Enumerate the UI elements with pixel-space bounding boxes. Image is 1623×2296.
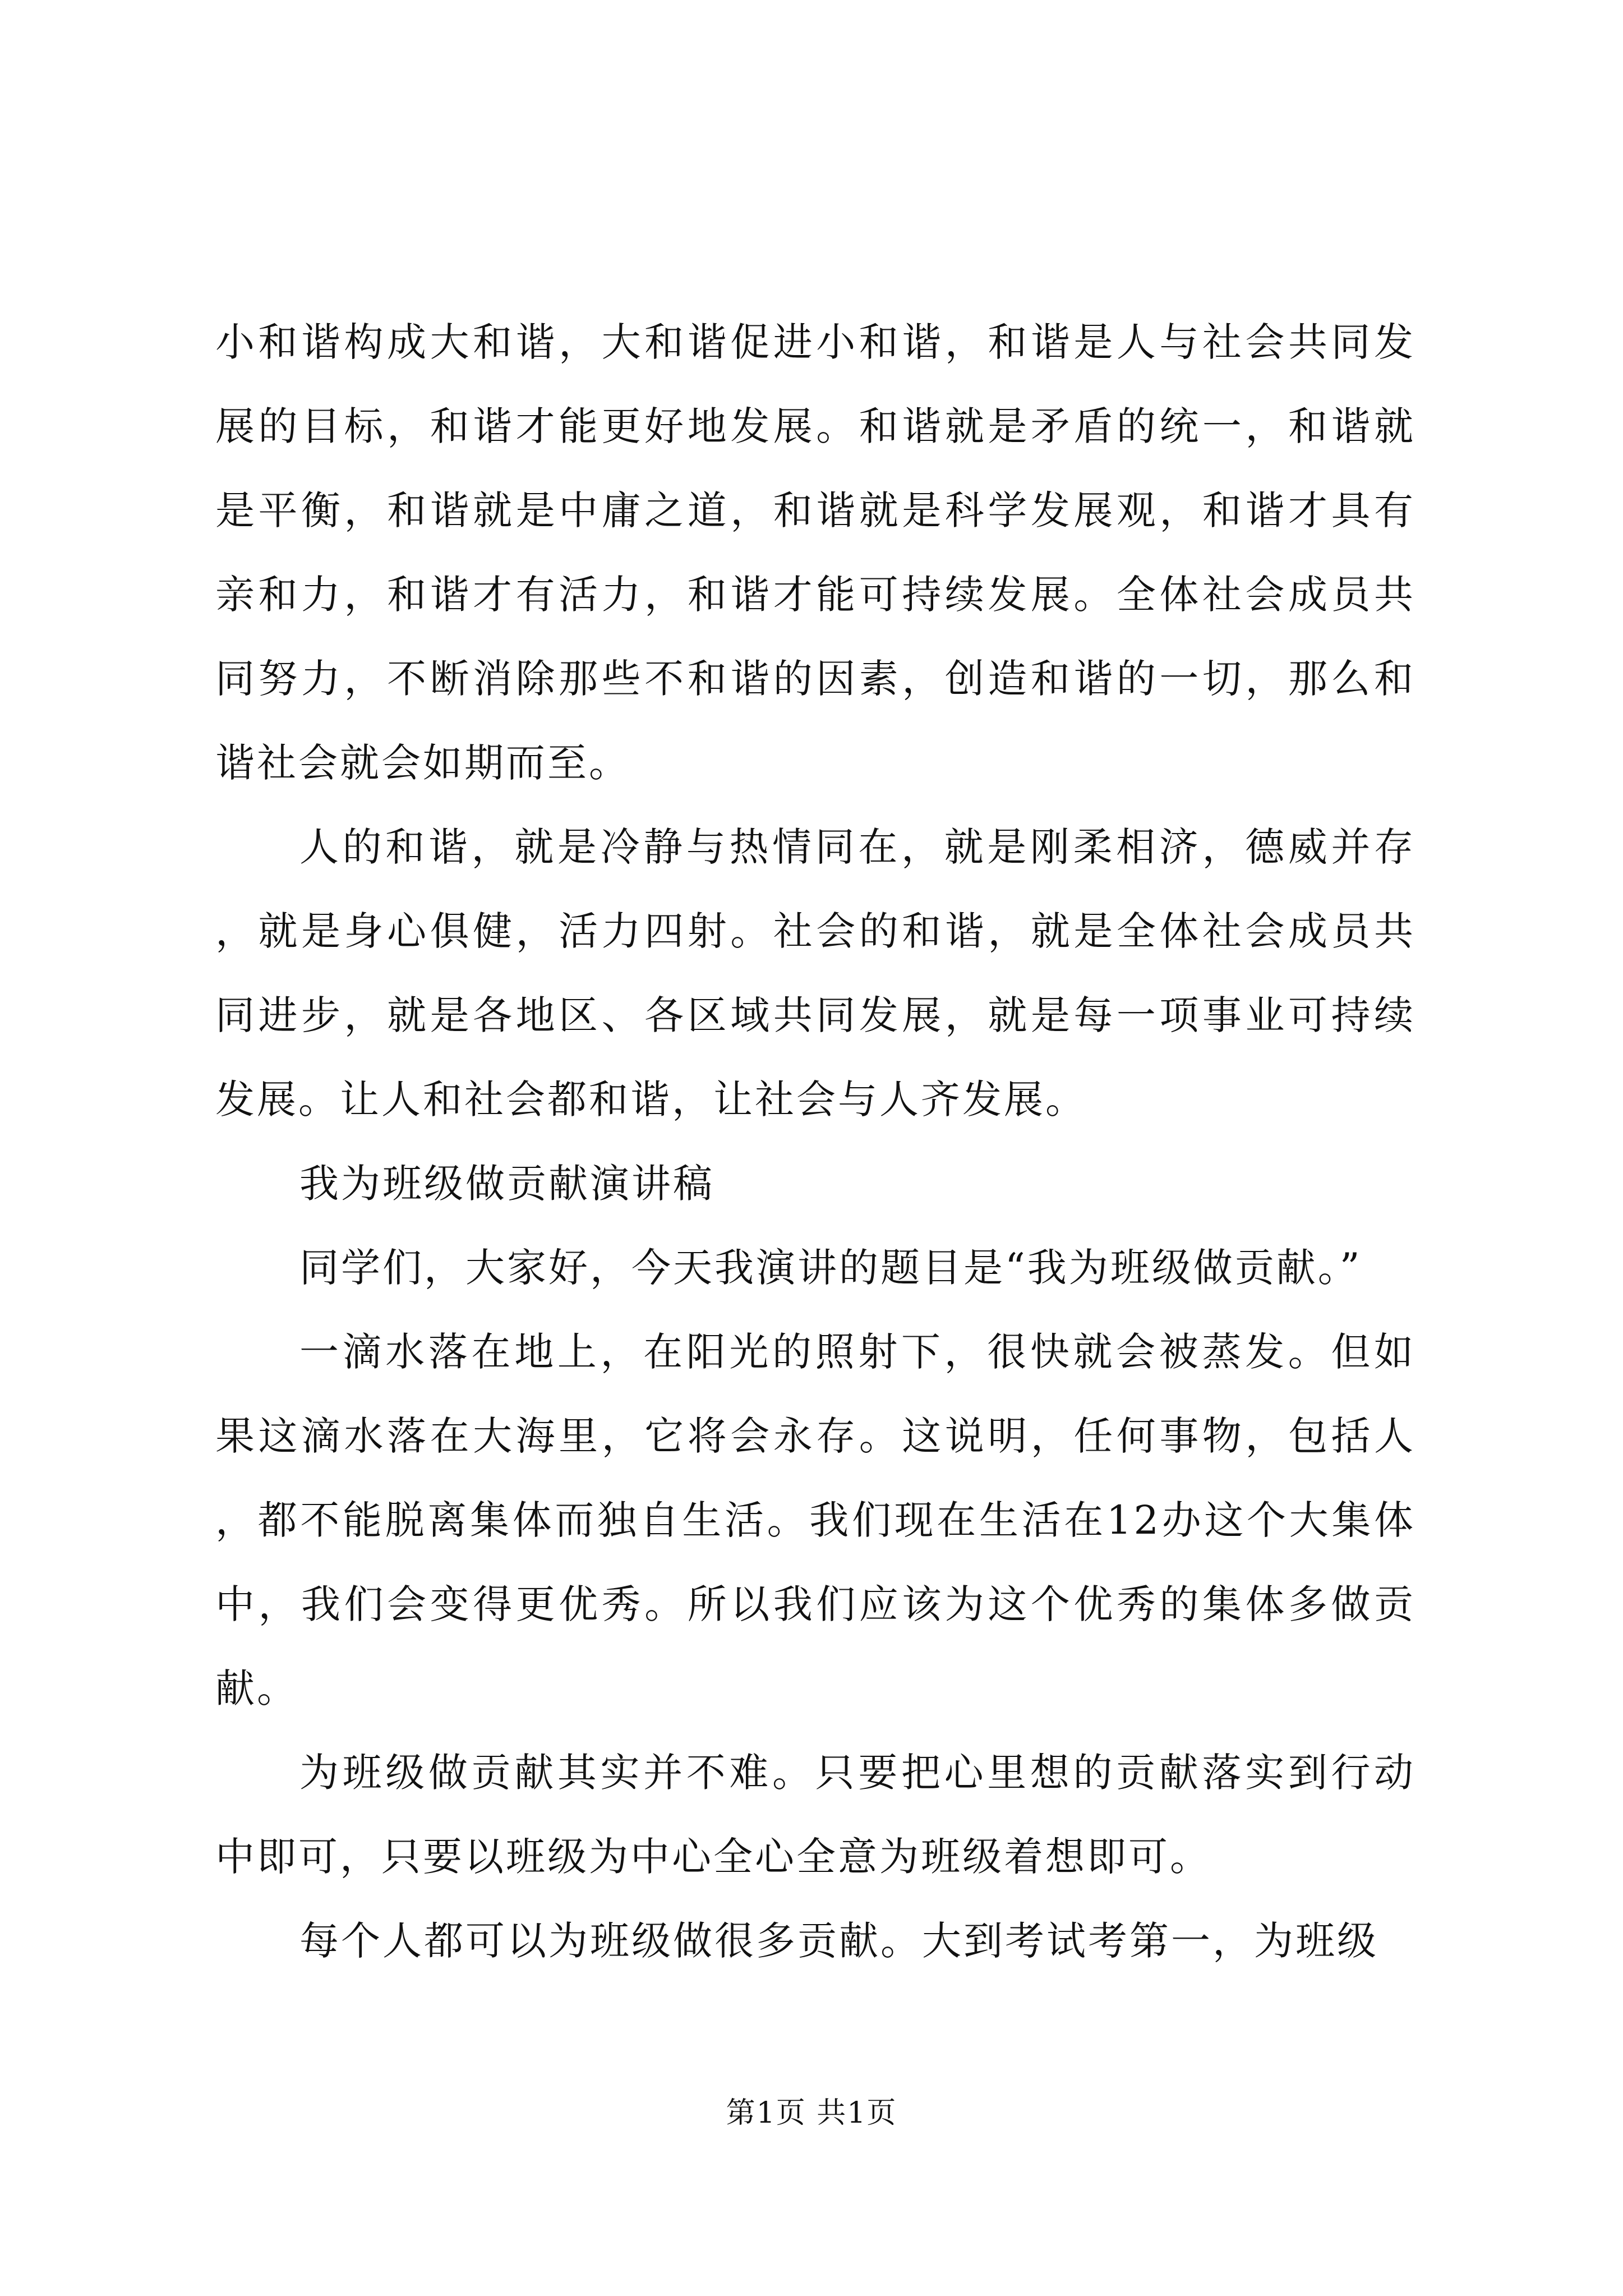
paragraph-harmony-people-society: 人的和谐，就是冷静与热情同在，就是刚柔相济，德威并存，就是身心俱健，活力四射。社会的和谐，就是全体社会成员共同进步，就是各地区、各区域共同发展，就是每一项事业可持续发展。让人和社会都和谐，让社会与人齐发展。: [215, 824, 1415, 1122]
page-number-footer: 第1页 共1页: [726, 2096, 897, 2130]
paragraph-greeting: 同学们，大家好，今天我演讲的题目是“我为班级做贡献。”: [299, 1245, 1362, 1291]
speech-title: 我为班级做贡献演讲稿: [299, 1161, 714, 1207]
paragraph-everyone-contributes: 每个人都可以为班级做很多贡献。大到考试考第一，为班级: [299, 1918, 1378, 1964]
paragraph-not-difficult: 为班级做贡献其实并不难。只要把心里想的贡献落实到行动中即可，只要以班级为中心全心全意为班级着想即可。: [215, 1750, 1415, 1880]
paragraph-water-drop: 一滴水落在地上，在阳光的照射下，很快就会被蒸发。但如果这滴水落在大海里，它将会永存。这说明，任何事物，包括人，都不能脱离集体而独自生活。我们现在生活在12办这个大集体中，我们会变得更优秀。所以我们应该为这个优秀的集体多做贡献。: [215, 1329, 1415, 1711]
document-body: [215, 300, 1415, 1983]
paragraph-harmony-intro: 小和谐构成大和谐，大和谐促进小和谐，和谐是人与社会共同发展的目标，和谐才能更好地发展。和谐就是矛盾的统一，和谐就是平衡，和谐就是中庸之道，和谐就是科学发展观，和谐才具有亲和力，和谐才有活力，和谐才能可持续发展。全体社会成员共同努力，不断消除那些不和谐的因素，创造和谐的一切，那么和谐社会就会如期而至。: [215, 319, 1415, 786]
